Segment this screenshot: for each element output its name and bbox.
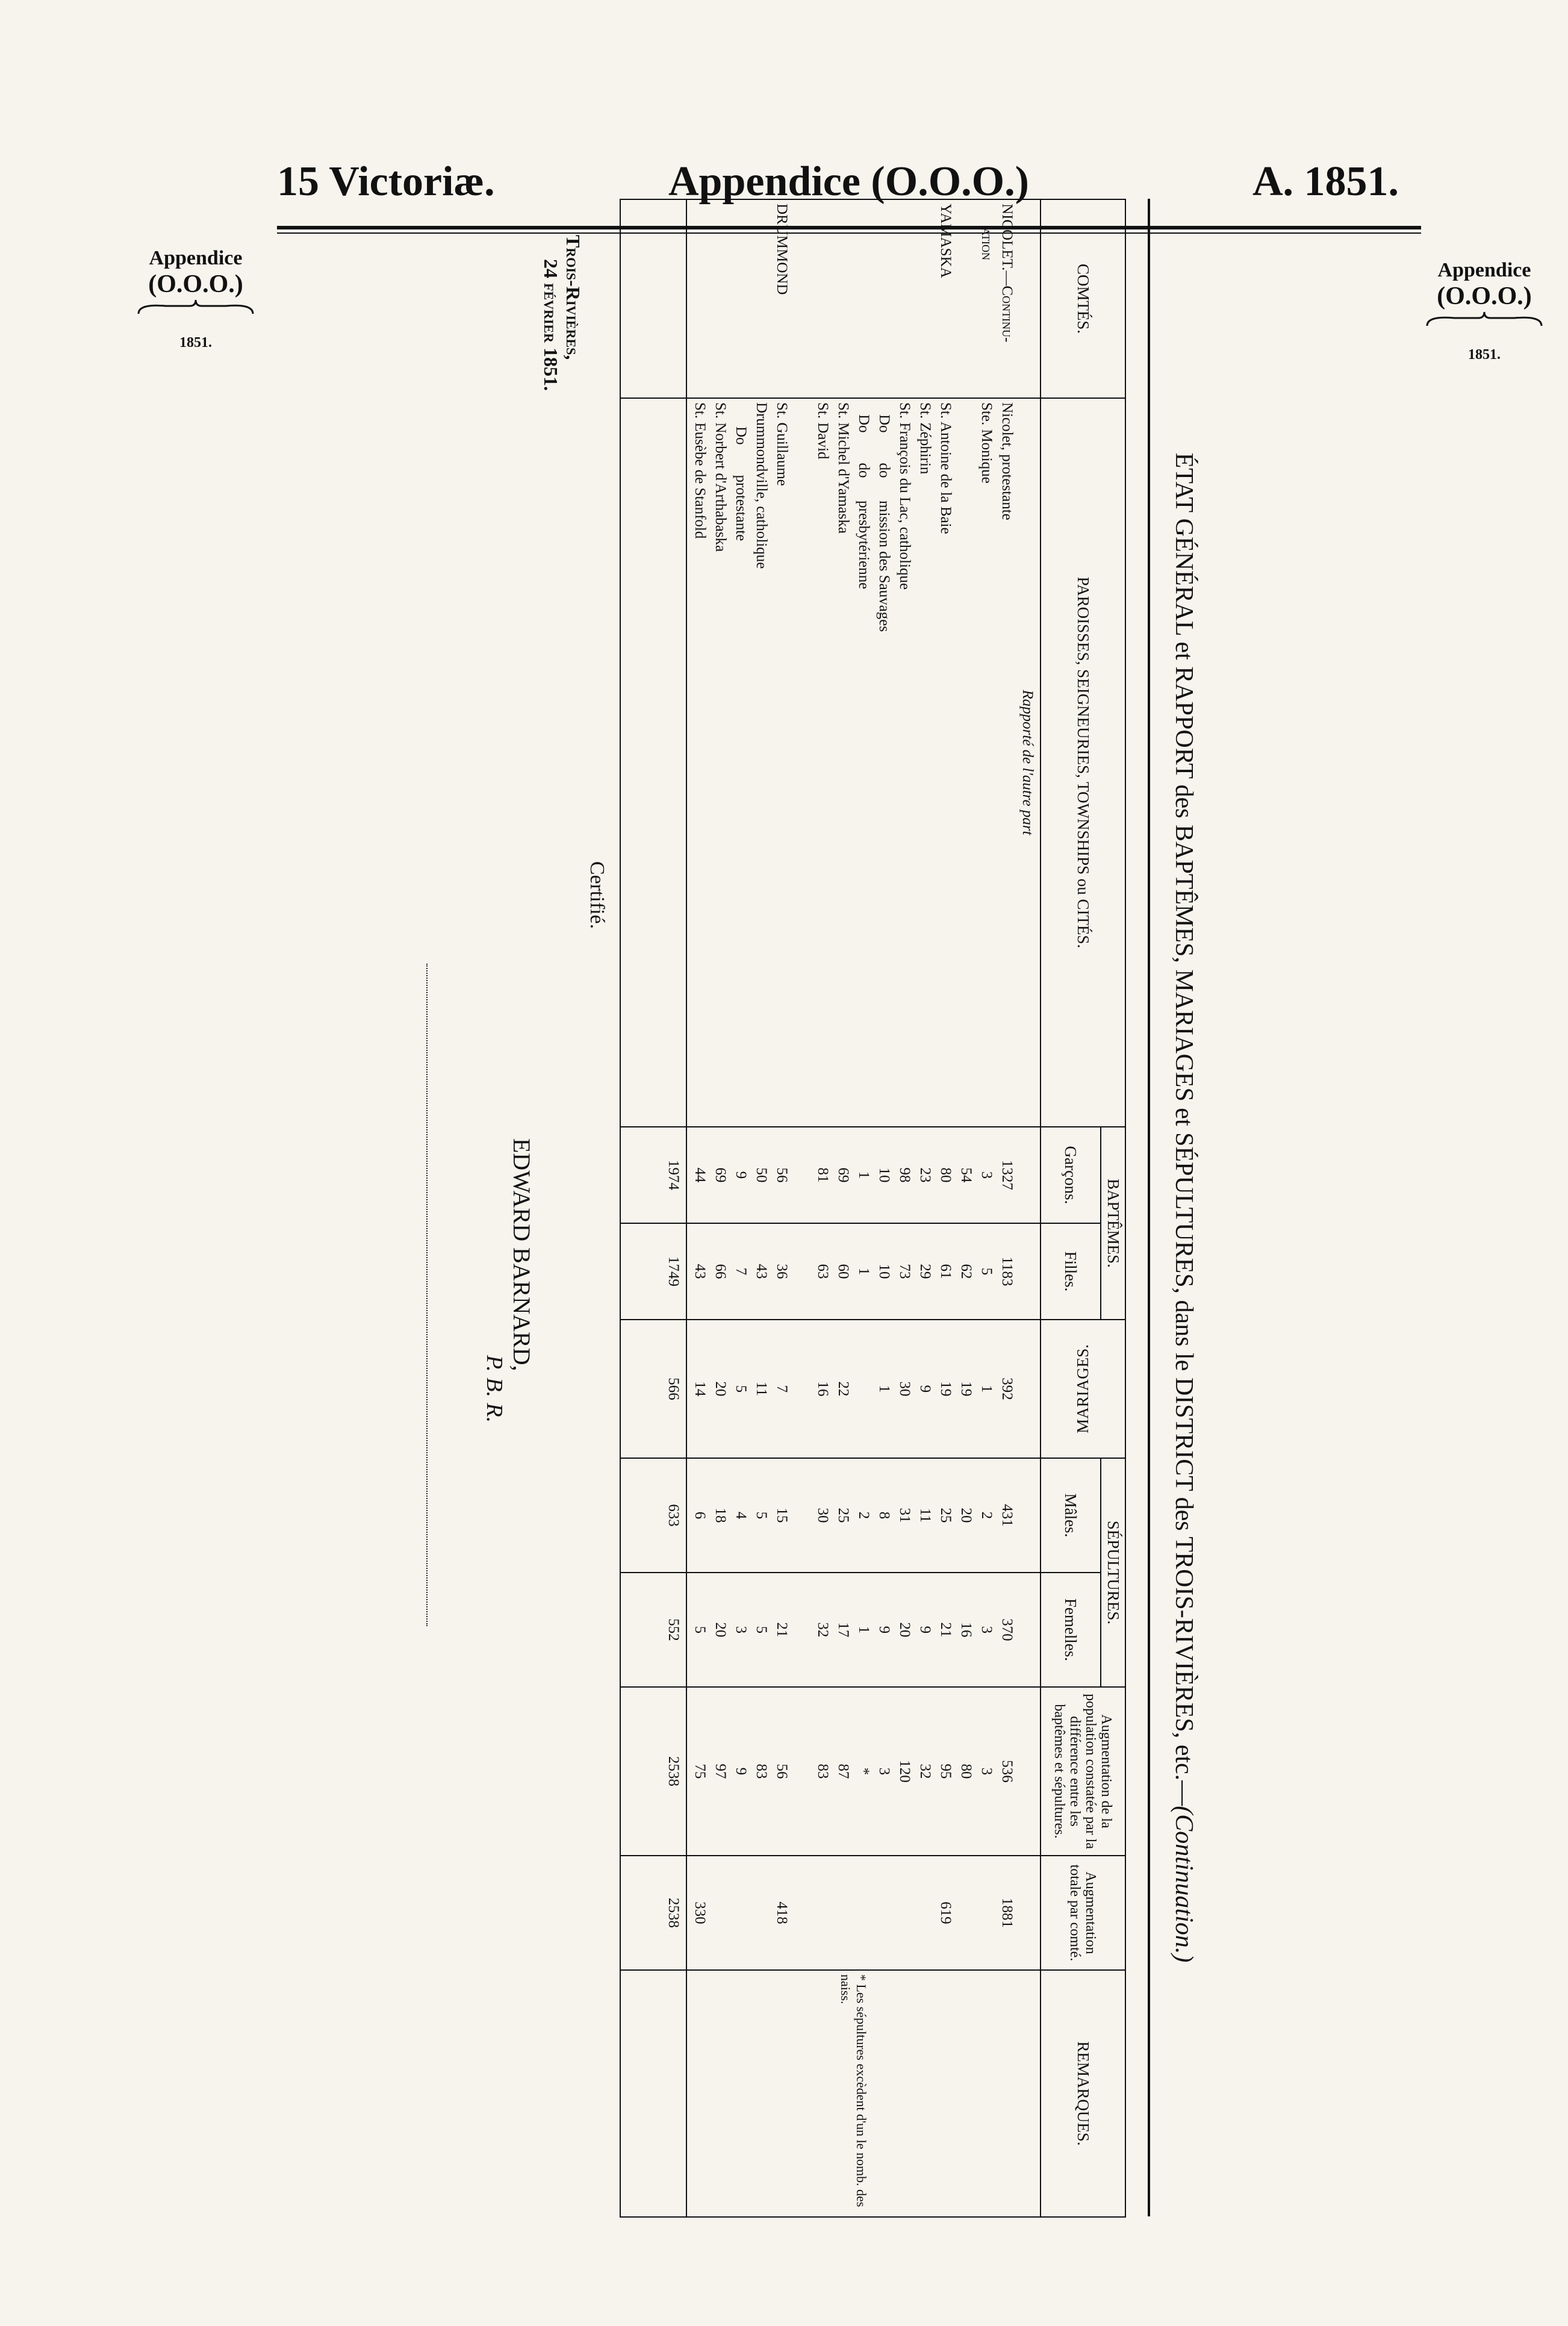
cell-value: 25	[938, 1508, 954, 1523]
cell-value: 56	[774, 1167, 790, 1183]
caption-italic: (Continuation.)	[1170, 1806, 1198, 1963]
header-center: Appendice (O.O.O.)	[668, 158, 1029, 205]
cell-value: 5	[753, 1511, 770, 1520]
cell-value: 1	[856, 1626, 872, 1634]
cell-value: 80	[958, 1763, 974, 1779]
cell-value: 25	[835, 1508, 851, 1523]
cell-value: 54	[958, 1167, 974, 1183]
remarks-text: * Les sépultures excèdent d'un le nomb. des naiss.	[838, 1974, 869, 2207]
cell-value: 15	[774, 1508, 790, 1523]
cell-value: 1	[856, 1267, 872, 1276]
rotated-table-page	[349, 199, 1216, 2216]
cell-value: 9	[876, 1626, 892, 1634]
cell-value: 1	[978, 1385, 995, 1393]
cell-value: 9	[733, 1171, 749, 1179]
place-city: Trois-Rivières,	[562, 235, 584, 360]
cell-value: 3	[876, 1767, 892, 1776]
table-body-row	[686, 199, 1041, 2217]
parish-cell	[686, 398, 1041, 1127]
col-femelles: Femelles.	[1041, 1573, 1101, 1687]
cell-value: 619	[938, 1901, 954, 1924]
total-augmentation: 2538	[620, 1687, 686, 1856]
margin-note-right	[1415, 259, 1554, 363]
certifie: Certifié.	[586, 861, 608, 929]
header-left: 15 Victoriæ.	[277, 158, 495, 205]
col-baptemes: BAPTÊMES.	[1101, 1127, 1125, 1320]
total-filles: 1749	[620, 1223, 686, 1320]
cell-value: 98	[897, 1167, 913, 1183]
cell-value: 7	[733, 1267, 749, 1276]
cell-value: 9	[917, 1626, 933, 1634]
augmentation-cell	[686, 1687, 1041, 1856]
cell-value: 9	[733, 1767, 749, 1776]
cell-value: 20	[958, 1508, 974, 1523]
cell-value: 9	[917, 1385, 933, 1393]
list-item: St. Norbert d'Arthabaska	[712, 402, 729, 552]
cell-value: 5	[733, 1385, 749, 1393]
data-table	[620, 199, 1126, 2218]
cell-value: 97	[712, 1763, 729, 1779]
cell-value: 16	[815, 1381, 831, 1397]
cell-value: 10	[876, 1167, 892, 1183]
cell-value: 120	[897, 1760, 913, 1783]
mariages-cell	[686, 1320, 1041, 1458]
cell-value: 63	[815, 1264, 831, 1279]
cell-value: 5	[978, 1267, 995, 1276]
col-mariages: MARIAGES.	[1041, 1320, 1125, 1458]
cell-value: 418	[774, 1901, 790, 1924]
col-garcons: Garçons.	[1041, 1127, 1101, 1223]
list-item: St. David	[815, 402, 831, 460]
table-caption	[1169, 199, 1198, 2216]
county-nicolet-cont: ation	[978, 228, 995, 260]
county-nicolet: NICOLET.—Continu-	[999, 204, 1015, 343]
caption-main: ÉTAT GÉNÉRAL et RAPPORT des BAPTÊMES, MARIAGES et SÉPULTURES, dans le DISTRICT des TROIS-RIVIÈRES, etc.—	[1170, 452, 1198, 1806]
total-males: 633	[620, 1458, 686, 1573]
cell-value: 43	[692, 1264, 708, 1279]
total-garcons: 1974	[620, 1127, 686, 1223]
cell-value: 62	[958, 1264, 974, 1279]
garcons-cell	[686, 1127, 1041, 1223]
cell-value: 20	[712, 1381, 729, 1397]
cell-value: 75	[692, 1763, 708, 1779]
list-item: St. Eusèbe de Stanfold	[692, 402, 708, 539]
list-item: St. Michel d'Yamaska	[835, 402, 851, 534]
cell-value: 23	[917, 1167, 933, 1183]
margin-note-year: 1851.	[179, 335, 212, 351]
total-augmentation-totale: 2538	[620, 1856, 686, 1970]
cell-value: 7	[774, 1385, 790, 1393]
cell-value: 21	[774, 1622, 790, 1638]
col-augmentation: Augmentation de la population constatée par la différence entre les baptêmes et sépultures.	[1041, 1687, 1125, 1856]
cell-value: 32	[815, 1622, 831, 1638]
total-mariages: 566	[620, 1320, 686, 1458]
col-augmentation-totale: Augmentation totale par comté.	[1041, 1856, 1125, 1970]
cell-value: 69	[835, 1167, 851, 1183]
cell-value: 11	[917, 1508, 933, 1523]
cell-value: 21	[938, 1622, 954, 1638]
list-item: St. Zéphirin	[917, 402, 933, 475]
cell-value: 29	[917, 1264, 933, 1279]
total-femelles: 552	[620, 1573, 686, 1687]
cell-value: 536	[999, 1760, 1015, 1783]
cell-value: 330	[692, 1901, 708, 1924]
cell-value: 10	[876, 1264, 892, 1279]
cell-value: 83	[815, 1763, 831, 1779]
cell-value: 22	[835, 1381, 851, 1397]
margin-note-year: 1851.	[1468, 347, 1501, 363]
cell-value: 5	[753, 1626, 770, 1634]
county-yamaska: YAMASKA	[938, 204, 954, 278]
cell-value: 69	[712, 1167, 729, 1183]
cell-value: 1183	[999, 1256, 1015, 1286]
col-remarques: REMARQUES.	[1041, 1970, 1125, 2217]
totals-empty	[620, 1970, 686, 2217]
cell-value: 11	[753, 1381, 770, 1397]
cell-value: 1881	[999, 1898, 1015, 1928]
margin-note-line1: Appendice	[1437, 259, 1531, 281]
cell-value: 73	[897, 1264, 913, 1279]
cell-value: 66	[712, 1264, 729, 1279]
list-item: Do do presbytérienne	[856, 414, 872, 590]
report-line: Rapporté de l'autre part	[1019, 690, 1036, 835]
totals-empty	[620, 199, 686, 398]
cell-value: 431	[999, 1504, 1015, 1527]
margin-note-line1: Appendice	[149, 247, 243, 269]
cell-value: 30	[897, 1381, 913, 1397]
county-drummond: DRUMMOND	[774, 204, 790, 295]
cell-value	[853, 1324, 874, 1454]
cell-value: 1327	[999, 1160, 1015, 1190]
county-cell	[686, 199, 1041, 398]
cell-value: 8	[876, 1511, 892, 1520]
cell-value: 1	[876, 1385, 892, 1393]
cell-value: 20	[712, 1622, 729, 1638]
signature-line	[423, 964, 428, 1626]
col-comtes: COMTÉS.	[1041, 199, 1125, 398]
list-item: Drummondville, catholique	[753, 402, 770, 569]
signature	[481, 1138, 536, 1423]
list-item: Nicolet, protestante	[999, 402, 1015, 520]
list-item: Do do mission des Sauvages	[876, 414, 892, 632]
list-item: St. Antoine de la Baie	[938, 402, 954, 534]
cell-value: 36	[774, 1264, 790, 1279]
brace-icon	[1424, 311, 1545, 329]
caption-rule	[1148, 199, 1150, 2216]
cell-value: 14	[692, 1381, 708, 1397]
cell-value: *	[856, 1767, 872, 1776]
cell-value: 81	[815, 1167, 831, 1183]
col-paroisses: PAROISSES, SEIGNEURIES, TOWNSHIPS ou CITÉS.	[1041, 398, 1125, 1127]
cell-value: 392	[999, 1377, 1015, 1400]
totals-empty	[620, 398, 686, 1127]
col-filles: Filles.	[1041, 1223, 1101, 1320]
margin-note-line2: (O.O.O.)	[148, 270, 243, 298]
list-item: St. Guillaume	[774, 402, 790, 486]
cell-value: 6	[692, 1511, 708, 1520]
place-date	[540, 235, 584, 391]
cell-value: 17	[835, 1622, 851, 1638]
brace-icon	[135, 299, 256, 317]
col-males: Mâles.	[1041, 1458, 1101, 1573]
signature-name: EDWARD BARNARD,	[508, 1138, 535, 1371]
cell-value: 3	[978, 1767, 995, 1776]
cell-value: 2	[978, 1511, 995, 1520]
cell-value: 60	[835, 1264, 851, 1279]
cell-value: 18	[712, 1508, 729, 1523]
cell-value: 50	[753, 1167, 770, 1183]
list-item: St. François du Lac, catholique	[897, 402, 913, 590]
cell-value: 16	[958, 1622, 974, 1638]
cell-value: 19	[938, 1381, 954, 1397]
cell-value: 32	[917, 1763, 933, 1779]
augmentation-totale-cell	[686, 1856, 1041, 1970]
cell-value: 19	[958, 1381, 974, 1397]
remarques-cell	[686, 1970, 1041, 2217]
header-right: A. 1851.	[1252, 158, 1399, 205]
cell-value: 4	[733, 1511, 749, 1520]
cell-value: 2	[856, 1511, 872, 1520]
cell-value: 95	[938, 1763, 954, 1779]
margin-note-line2: (O.O.O.)	[1437, 282, 1532, 310]
cell-value: 61	[938, 1264, 954, 1279]
cell-value: 5	[692, 1626, 708, 1634]
cell-value: 43	[753, 1264, 770, 1279]
cell-value: 20	[897, 1622, 913, 1638]
totals-row	[620, 199, 686, 2217]
margin-note-left	[126, 247, 265, 351]
place-date-text: 24 février 1851.	[540, 259, 562, 391]
cell-value: 87	[835, 1763, 851, 1779]
cell-value: 3	[978, 1171, 995, 1179]
cell-value: 31	[897, 1508, 913, 1523]
males-cell	[686, 1458, 1041, 1573]
signature-title: P. B. R.	[482, 1355, 507, 1423]
femelles-cell	[686, 1573, 1041, 1687]
cell-value: 80	[938, 1167, 954, 1183]
col-sepultures: SÉPULTURES.	[1101, 1458, 1125, 1687]
cell-value: 44	[692, 1167, 708, 1183]
cell-value: 3	[733, 1626, 749, 1634]
list-item: Do protestante	[733, 426, 749, 541]
cell-value: 3	[978, 1626, 995, 1634]
cell-value: 1	[856, 1171, 872, 1179]
cell-value: 83	[753, 1763, 770, 1779]
filles-cell	[686, 1223, 1041, 1320]
list-item: Ste. Monique	[978, 402, 995, 484]
cell-value: 30	[815, 1508, 831, 1523]
cell-value: 370	[999, 1618, 1015, 1641]
cell-value: 56	[774, 1763, 790, 1779]
